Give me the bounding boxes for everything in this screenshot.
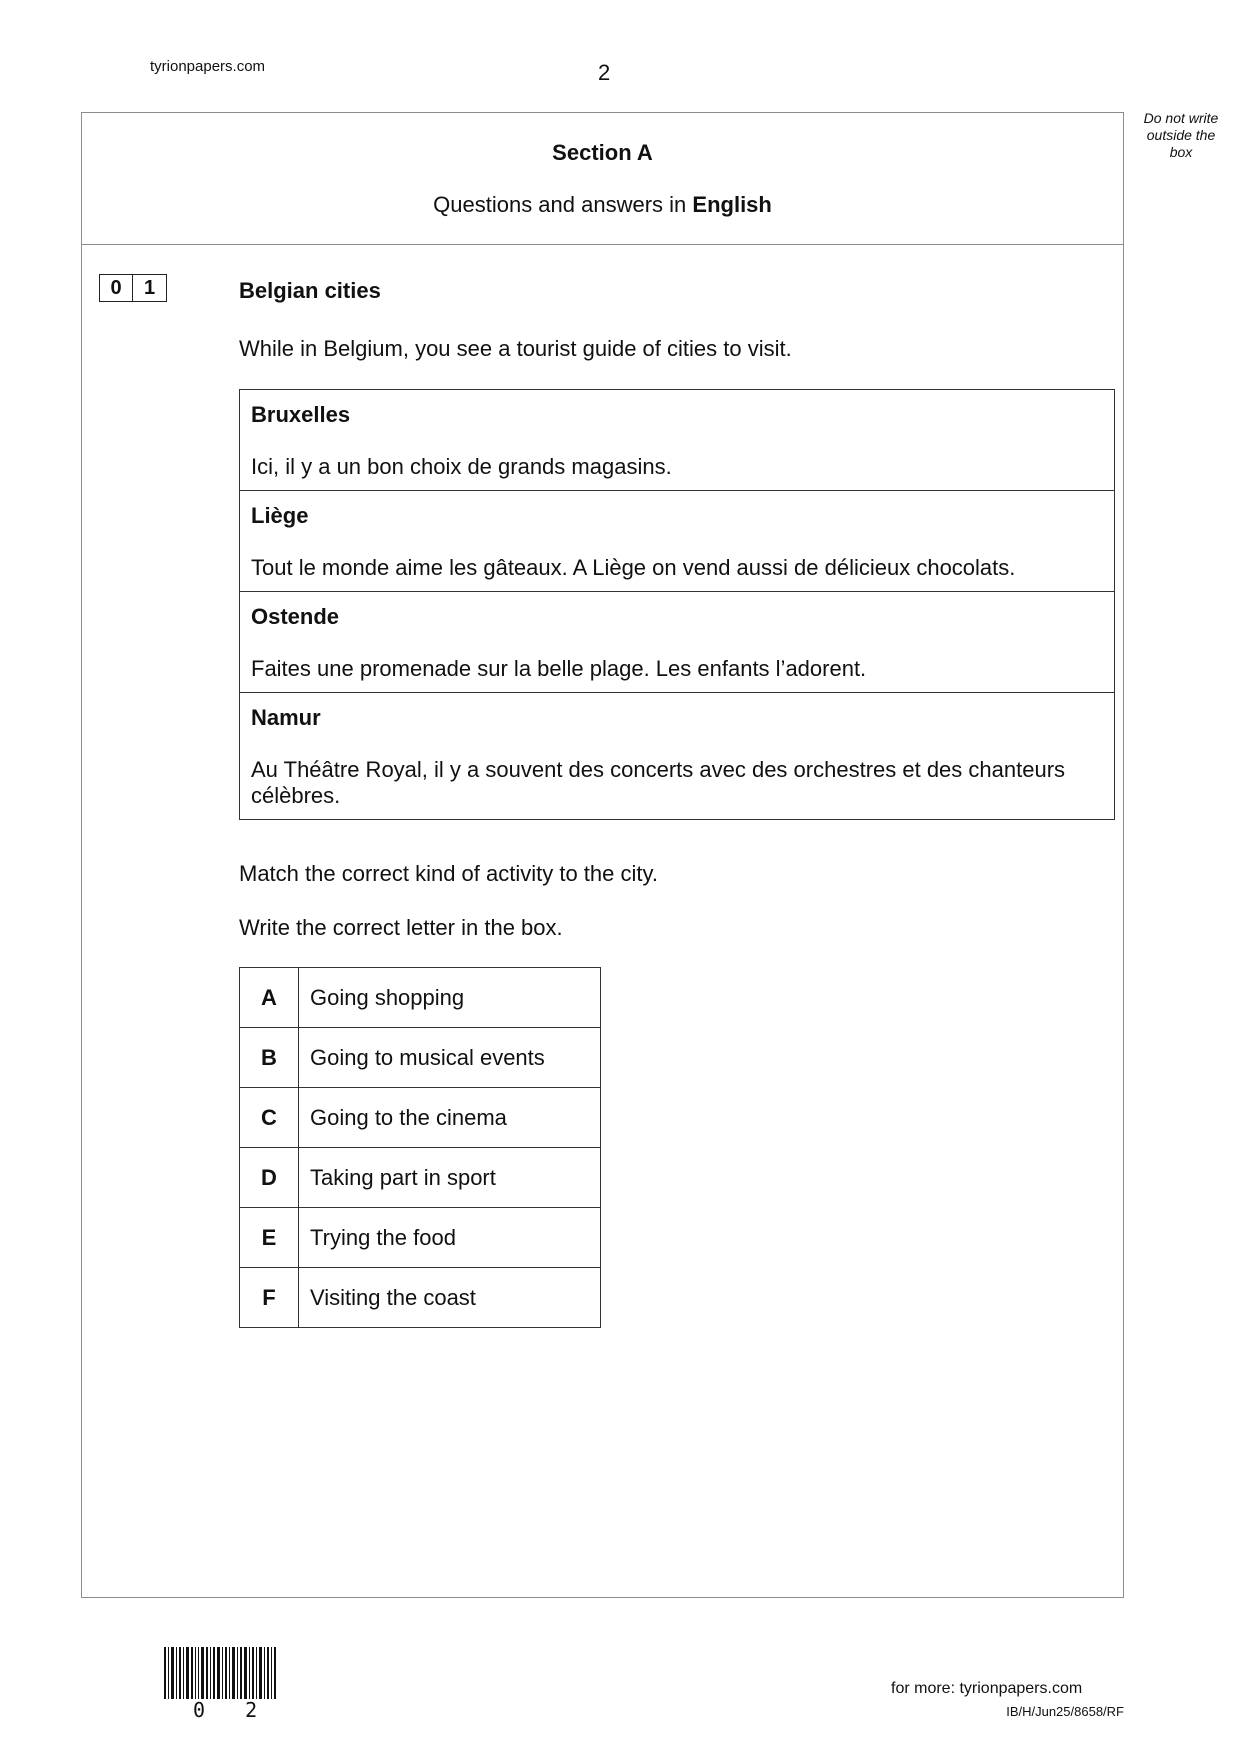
option-row <box>240 1028 601 1088</box>
option-activity: Visiting the coast <box>299 1268 601 1328</box>
option-activity: Going to the cinema <box>299 1088 601 1148</box>
guide-entry <box>240 490 1114 591</box>
option-activity: Taking part in sport <box>299 1148 601 1208</box>
barcode-number: 0 2 <box>193 1698 272 1722</box>
section-subtitle <box>81 192 1124 218</box>
barcode-icon <box>164 1647 276 1699</box>
guide-entry <box>240 591 1114 692</box>
activity-options-table <box>239 967 601 1328</box>
guide-text: Au Théâtre Royal, il y a souvent des concerts avec des orchestres et des chanteurs célèbres. <box>251 757 1066 808</box>
guide-city: Ostende <box>251 604 340 629</box>
option-letter: C <box>240 1088 299 1148</box>
page-number: 2 <box>598 60 611 85</box>
question-title: Belgian cities <box>239 278 381 303</box>
guide-entry <box>240 390 1114 490</box>
option-letter: E <box>240 1208 299 1268</box>
option-letter: D <box>240 1148 299 1208</box>
site-name: tyrionpapers.com <box>150 58 266 75</box>
tourist-guide <box>239 389 1115 820</box>
option-letter: A <box>240 968 299 1028</box>
option-activity: Trying the food <box>299 1208 601 1268</box>
guide-text: Ici, il y a un bon choix de grands magasins. <box>251 454 672 479</box>
write-instruction: Write the correct letter in the box. <box>239 915 563 940</box>
question-intro: While in Belgium, you see a tourist guide of cities to visit. <box>239 336 792 361</box>
section-subtitle-prefix: Questions and answers in <box>433 192 693 217</box>
option-row <box>240 1148 601 1208</box>
guide-city: Bruxelles <box>251 402 351 427</box>
margin-note: Do not write outside the box <box>1143 110 1219 160</box>
guide-city: Liège <box>251 503 309 528</box>
guide-entry <box>240 692 1114 819</box>
guide-text: Tout le monde aime les gâteaux. A Liège on vend aussi de délicieux chocolats. <box>251 555 1016 580</box>
paper-code: IB/H/Jun25/8658/RF <box>1006 1704 1124 1719</box>
question-number <box>99 274 167 302</box>
option-row <box>240 1088 601 1148</box>
option-row <box>240 968 601 1028</box>
question-number-digit: 0 <box>99 274 133 302</box>
option-letter: B <box>240 1028 299 1088</box>
option-row <box>240 1268 601 1328</box>
match-instruction: Match the correct kind of activity to the city. <box>239 861 658 886</box>
option-activity: Going to musical events <box>299 1028 601 1088</box>
footer-link-text: for more: tyrionpapers.com <box>891 1680 1083 1697</box>
option-activity: Going shopping <box>299 968 601 1028</box>
guide-city: Namur <box>251 705 321 730</box>
section-subtitle-language: English <box>692 192 772 217</box>
answer-frame <box>81 112 1124 1598</box>
section-title: Section A <box>552 140 653 165</box>
guide-text: Faites une promenade sur la belle plage. Les enfants l’adorent. <box>251 656 867 681</box>
section-divider <box>81 244 1124 245</box>
question-number-digit: 1 <box>133 274 167 302</box>
option-letter: F <box>240 1268 299 1328</box>
option-row <box>240 1208 601 1268</box>
